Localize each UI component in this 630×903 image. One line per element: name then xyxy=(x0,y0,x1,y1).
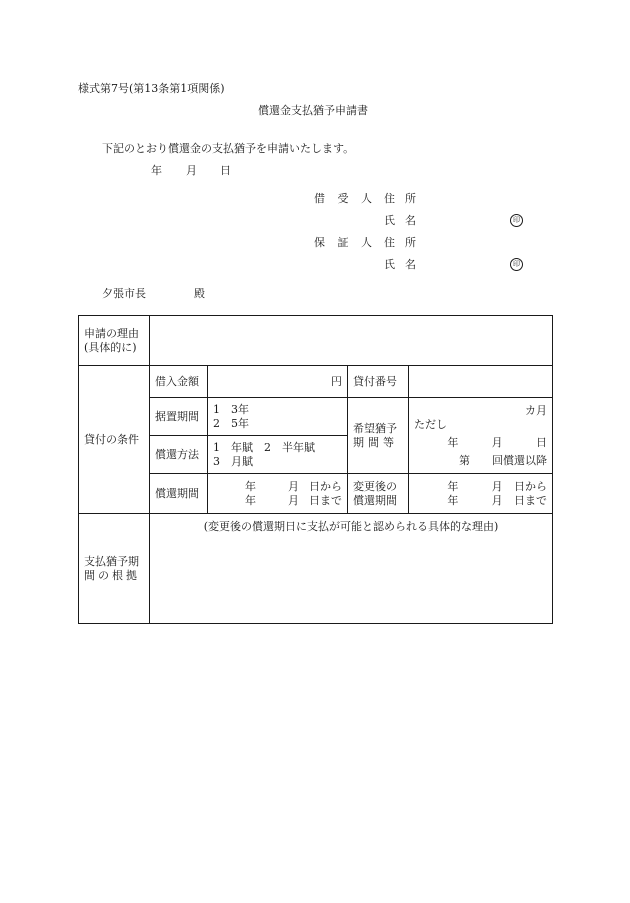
desired-period-label xyxy=(348,398,409,474)
form-number: 様式第7号(第13条第1項関係) xyxy=(78,82,225,95)
addressee-honorific: 殿 xyxy=(194,287,205,300)
grounds-note: (変更後の償還期日に支払が可能と認められる具体的な理由) xyxy=(203,520,499,533)
deferral-label: 据置期間 xyxy=(150,398,208,436)
desired-label-line xyxy=(353,422,403,436)
deferral-option: 2 5年 xyxy=(213,416,249,430)
from-nth-repayment xyxy=(414,454,547,468)
deferral-option: 1 3年 xyxy=(213,402,249,416)
text: 希望猶予 xyxy=(353,421,397,435)
repay-from-line xyxy=(213,480,342,494)
year-unit: 年 xyxy=(447,493,459,507)
loan-number-field[interactable] xyxy=(409,366,553,398)
grounds-field[interactable] xyxy=(150,514,553,624)
after-from-line xyxy=(414,480,547,494)
loan-number-label: 貸付番号 xyxy=(348,366,409,398)
after-change-line: 変更後の xyxy=(353,479,397,493)
document-title: 償還金支払猶予申請書 xyxy=(258,104,368,117)
guarantor-address-label xyxy=(384,236,416,250)
method-option: 1 年賦 2 半年賦 xyxy=(213,440,315,454)
year-unit: 年 xyxy=(447,435,459,449)
year-unit: 年 xyxy=(245,493,256,507)
after-until-line xyxy=(414,494,547,508)
year-unit: 年 xyxy=(447,479,459,493)
char: 人 xyxy=(361,236,372,249)
method-label: 償還方法 xyxy=(150,436,208,474)
guarantor-name-label xyxy=(384,258,416,272)
date-month: 月 xyxy=(186,164,197,177)
deferral-options[interactable] xyxy=(208,398,348,436)
char: 所 xyxy=(405,236,416,249)
conditions-label: 貸付の条件 xyxy=(79,366,150,514)
reason-field[interactable] xyxy=(150,316,553,366)
guarantor-seal: 印 xyxy=(510,258,523,271)
loan-amount-label: 借入金額 xyxy=(150,366,208,398)
char: 氏 xyxy=(384,258,395,271)
after-change-label xyxy=(348,474,409,514)
guarantor-role-label xyxy=(314,236,372,250)
char: 受 xyxy=(337,192,349,205)
char: 保 xyxy=(314,236,325,249)
char: 名 xyxy=(405,258,416,271)
grounds-label xyxy=(79,514,150,624)
yen-unit: 円 xyxy=(331,374,342,388)
repay-period-label: 償還期間 xyxy=(150,474,208,514)
borrower-address-label xyxy=(384,192,416,206)
desired-label-line: 期間等 xyxy=(353,435,398,449)
months-unit: カ月 xyxy=(525,403,547,417)
application-table xyxy=(78,315,553,624)
month-unit: 月 xyxy=(491,479,503,493)
addressee-name: 夕張市長 xyxy=(102,287,146,300)
reason-label-line: 申請の理由 xyxy=(84,326,139,340)
from-text: 日から xyxy=(513,479,547,493)
char: 住 xyxy=(384,236,395,249)
method-option: 3 月賦 xyxy=(213,454,253,468)
char: 借 xyxy=(314,192,325,205)
borrower-seal: 印 xyxy=(510,214,523,227)
from-text: 日から xyxy=(309,479,342,493)
method-options[interactable] xyxy=(208,436,348,474)
month-unit: 月 xyxy=(491,493,503,507)
char: 証 xyxy=(337,236,349,249)
repay-period-field[interactable] xyxy=(208,474,348,514)
month-unit: 月 xyxy=(491,435,503,449)
char: 住 xyxy=(384,192,395,205)
however-text: ただし xyxy=(414,417,447,431)
repay-until-line xyxy=(213,494,342,508)
month-unit: 月 xyxy=(288,493,299,507)
after-change-field[interactable] xyxy=(409,474,553,514)
after-change-line: 償還期間 xyxy=(353,493,397,507)
day-unit: 日 xyxy=(535,435,547,449)
borrower-name-label xyxy=(384,214,416,228)
loan-amount-field[interactable] xyxy=(208,366,348,398)
month-unit: 月 xyxy=(288,479,299,493)
intro-text: 下記のとおり償還金の支払猶予を申請いたします。 xyxy=(102,142,355,155)
desired-date xyxy=(414,436,547,450)
nth-prefix: 第 xyxy=(459,453,470,467)
char: 人 xyxy=(361,192,372,205)
until-text: 日まで xyxy=(309,493,342,507)
grounds-label-line: 支払猶予期 xyxy=(84,554,139,568)
grounds-label-line: 間の根拠 xyxy=(84,568,140,582)
year-unit: 年 xyxy=(245,479,256,493)
until-text: 日まで xyxy=(513,493,547,507)
date-year: 年 xyxy=(151,164,162,177)
nth-suffix: 回償還以降 xyxy=(492,453,547,467)
borrower-role-label xyxy=(314,192,372,206)
reason-label xyxy=(79,316,150,366)
date-day: 日 xyxy=(220,164,231,177)
reason-label-line: (具体的に) xyxy=(84,340,137,354)
char: 名 xyxy=(405,214,416,227)
char: 氏 xyxy=(384,214,395,227)
char: 所 xyxy=(405,192,416,205)
desired-period-field[interactable] xyxy=(409,398,553,474)
